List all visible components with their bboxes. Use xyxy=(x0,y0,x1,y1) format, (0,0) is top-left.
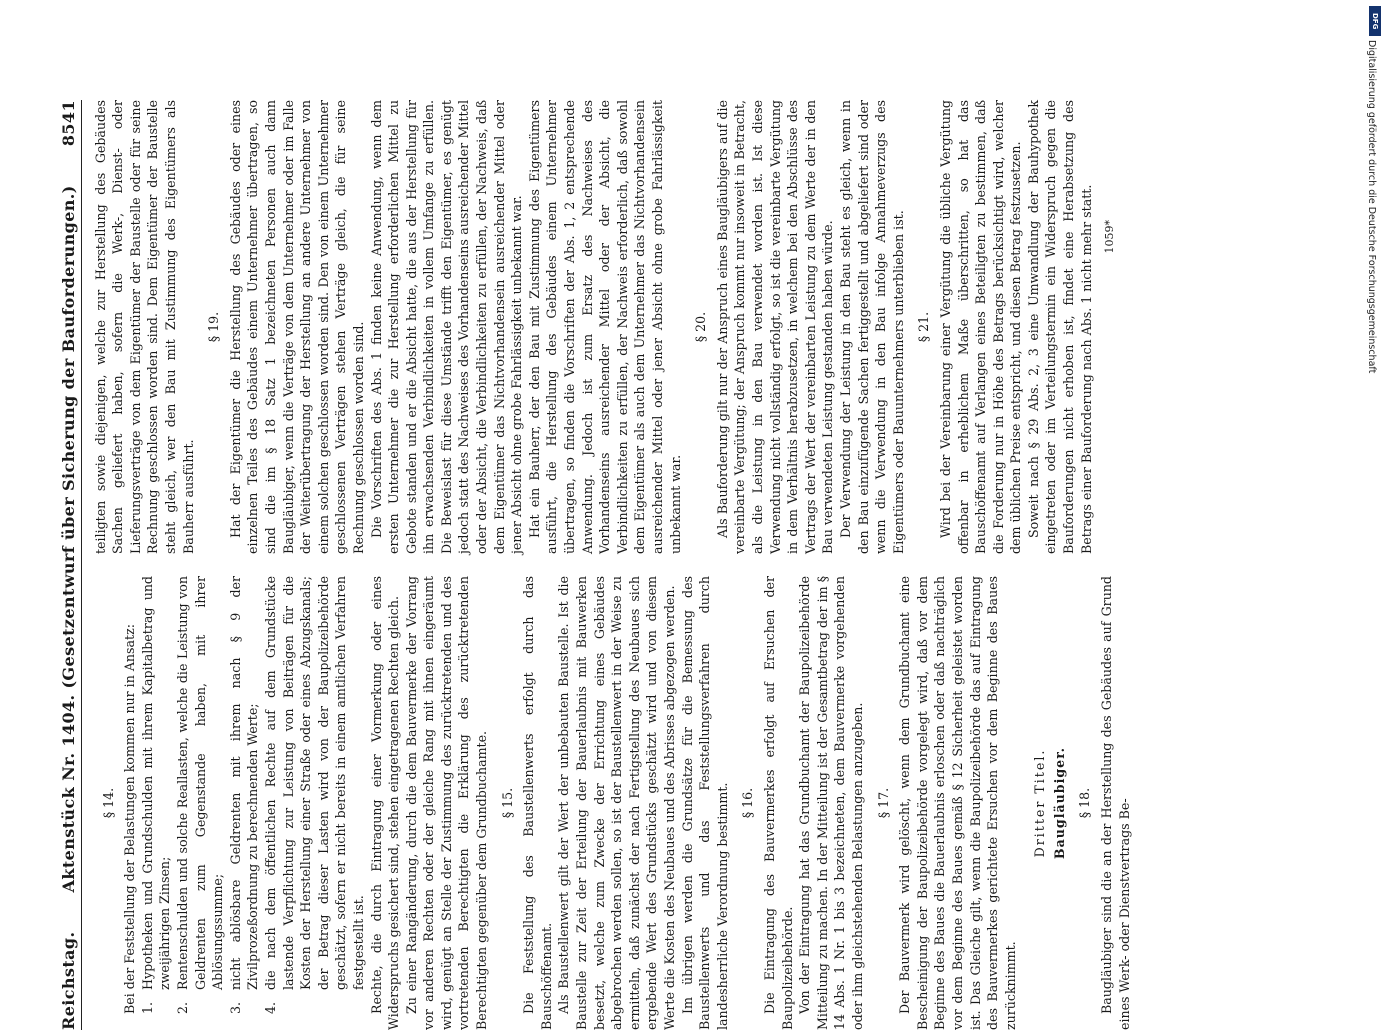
page-number: 8541 xyxy=(59,100,78,147)
running-head xyxy=(60,100,82,1030)
column-right xyxy=(92,100,1134,554)
paragraph: Hat der Eigentümer die Herstellung des Gebäudes oder eines einzelnen Teiles des Gebäudes einem Unternehmer übertragen, so sind die im § 18 Satz 1 bezeichneten Personen auch dann Baugläubiger, wenn die Verträge von dem Unternehmer oder im Falle der Weiterübertragung der Herstellung an andere Unternehmer von einem solchen geschlossen worden sind. Den von einem Unternehmer geschlossenen Verträgen stehen Verträge gleich, die für seine Rechnung geschlossen worden sind. xyxy=(227,100,366,554)
digitization-credit-text: Digitalisierung gefördert durch die Deutsche Forschungsgemeinschaft xyxy=(1366,40,1377,374)
paragraph: Von der Eintragung hat das Grundbuchamt der Baupolizeibehörde Mitteilung zu machen. In der Mitteilung ist der Gesamtbetrag der im § 14 Abs. 1 Nr. 1 bis 3 bezeichneten, dem Bauvermerke vorgehenden oder ihm gleichstehenden Belastungen anzugeben. xyxy=(797,576,865,1030)
header-left: Reichstag. xyxy=(59,931,78,1030)
column-left xyxy=(92,576,1134,1030)
paragraph: teiligten sowie diejenigen, welche zur Herstellung des Gebäudes Sachen geliefert haben, sofern die Werk-, Dienst- oder Lieferungsverträge von dem Eigentümer der Baustelle oder für seine Rechnung geschlossen worden sind. Dem Eigentümer der Baustelle steht gleich, wer den Bau mit Zustimmung des Eigentümers als Bauherr ausführt. xyxy=(92,100,196,554)
paragraph: Bei der Feststellung der Belastungen kommen nur in Ansatz: xyxy=(122,624,138,1014)
enum-item: 3. nicht ablösbare Geldrenten mit ihrem nach § 9 der Zivilprozeßordnung zu berechnenden Werte; xyxy=(227,576,261,1014)
paragraph: Soweit nach § 29 Abs. 2, 3 eine Umwandlung der Bauhypothek eingetreten oder im Verteilungstermin ein Widerspruch gegen die Bauforderungen nicht erhoben ist, findet eine Herabsetzung des Betrags einer Bauforderung nach Abs. 1 nicht mehr statt. xyxy=(1025,100,1094,554)
digitization-credit xyxy=(1365,40,1377,960)
paragraph: Wird bei der Vereinbarung einer Vergütung die übliche Vergütung offenbar in erheblichem Maße überschritten, so hat das Bauschöffenamt auf Verlangen eines Beteiligten zu bestimmen, daß die Forderung nur in Höhe des Betrags berücksichtigt wird, welcher dem üblichen Preise entspricht, und diesen Betrag festzusetzen. xyxy=(937,100,1024,554)
header-title: Aktenstück Nr. 1404. (Gesetzentwurf über Sicherung der Bauforderungen.) xyxy=(59,185,78,893)
document-page xyxy=(60,100,1360,1030)
section-heading: § 21. xyxy=(916,311,932,343)
enum-item: 1. Hypotheken und Grundschulden mit ihrem Kapitalbetrag und zweijährigen Zinsen; xyxy=(139,576,173,1014)
section-heading: § 20. xyxy=(693,311,709,343)
section-heading: § 19. xyxy=(206,311,222,343)
paragraph: Hat ein Bauherr, der den Bau mit Zustimmung des Eigentümers ausführt, die Herstellung des Gebäudes einem Unternehmer übertragen, so finden die Vorschriften der Abs. 1, 2 entsprechende Anwendung. Jedoch ist zum Ersatz des Nachweises des Vorhandenseins ausreichender Mittel oder der Absicht, die Verbindlichkeiten zu erfüllen, der Nachweis erforderlich, daß sowohl dem Eigentümer als auch dem Unternehmer das Nichtvorhandensein ausreichender Mittel oder jener Absicht ohne grobe Fahrlässigkeit unbekannt war. xyxy=(526,100,683,554)
paragraph: Im übrigen werden die Grundsätze für die Bemessung des Baustellenwerts und das Feststellungsverfahren durch landesherrliche Verordnung bestimmt. xyxy=(679,576,730,1030)
section-heading: § 16. xyxy=(740,787,756,819)
enum-item: 2. Rentenschulden und solche Reallasten, welche die Leistung von Geldrenten zum Gegenstande haben, mit ihrer Ablösungssumme; xyxy=(174,576,226,1014)
paragraph: Als Bauforderung gilt nur der Anspruch eines Baugläubigers auf die vereinbarte Vergütung; der Anspruch kommt nur insoweit in Betracht, als die Leistung in den Bau verwendet worden ist. Ist diese Verwendung nicht vollständig erfolgt, so ist die vereinbarte Vergütung in dem Verhältnis herabzusetzen, in welchem bei den Abschlüsse des Vertrags der Wert der vereinbarten Leistung zu dem Werte der in den Bau verwendeten Leistung gestanden haben würde. xyxy=(714,100,836,554)
paragraph: Die Feststellung des Baustellenwerts erfolgt durch das Bauschöffenamt. xyxy=(521,576,554,1030)
paragraph: Baugläubiger sind die an der Herstellung des Gebäudes auf Grund eines Werk- oder Dienstvertrags Be- xyxy=(1099,576,1132,1030)
enumeration xyxy=(139,576,368,1030)
section-heading: § 17. xyxy=(875,787,891,819)
paragraph: Der Verwendung der Leistung in den Bau steht es gleich, wenn in den Bau einzufügende Sachen fertiggestellt und abgeliefert sind oder wenn die Verwendung in den Bau infolge Annahmeverzugs des Eigentümers oder Bauunternehmers unterblieben ist. xyxy=(837,100,906,554)
enum-item: 4. die nach dem öffentlichen Rechte auf dem Grundstücke lastende Verpflichtung zur Leistung von Beiträgen für die Kosten der Herstellung einer Straße oder eines Abzugskanals; der Betrag dieser Lasten wird von der Baupolizeibehörde geschätzt, sofern er nicht bereits in einem amtlichen Verfahren festgestellt ist. xyxy=(262,576,366,1014)
title-heading: Dritter Titel. xyxy=(1032,748,1048,858)
title-subheading: Baugläubiger. xyxy=(1051,746,1067,860)
paragraph: Rechte, die durch Eintragung einer Vormerkung oder eines Widerspruchs gesichert sind, stehen eingetragenen Rechten gleich. xyxy=(368,576,402,1030)
text-columns xyxy=(92,100,1134,1030)
paragraph: Als Baustellenwert gilt der Wert der unbebauten Baustelle. Ist die Baustelle zur Zeit der Erteilung der Bauerlaubnis mit Bauwerken besetzt, welche zum Zwecke der Errichtung eines Gebäudes abgebrochen werden sollen, so ist der Baustellenwert in der Weise zu ermitteln, daß zunächst der nach Fertigstellung des Neubaues sich ergebende Wert des Grundstücks geschätzt wird und von diesem Werte die Kosten des Neubaues und des Abrisses abgezogen werden. xyxy=(556,576,677,1030)
paragraph: Zu einer Rangänderung, durch die dem Bauvermerke der Vorrang vor anderen Rechten oder der gleiche Rang mit ihnen eingeräumt wird, genügt an Stelle der Zustimmung des zurücktretenden und des vortretenden Berechtigten die Erklärung des zurücktretenden Berechtigten gegenüber dem Grundbuchamte. xyxy=(403,576,490,1030)
section-heading: § 15. xyxy=(499,787,515,819)
dfg-logo: DFG xyxy=(1369,6,1381,36)
paragraph: Die Vorschriften des Abs. 1 finden keine Anwendung, wenn dem ersten Unternehmer die zur Herstellung erforderlichen Mittel zu Gebote standen und er die Absicht hatte, die aus der Herstellung für ihn erwachsenden Verbindlichkeiten in vollem Umfange zu erfüllen. Die Beweislast für diese Umstände trifft den Eigentümer, es genügt jedoch statt des Nachweises des Vorhandenseins ausreichender Mittel oder der Absicht, die Verbindlichkeiten zu erfüllen, der Nachweis, daß dem Eigentümer das Nichtvorhandensein ausreichender Mittel oder jener Absicht ohne grobe Fahrlässigkeit unbekannt war. xyxy=(368,100,525,554)
section-heading: § 18. xyxy=(1077,787,1093,819)
section-heading: § 14. xyxy=(100,787,116,819)
paragraph: Der Bauvermerk wird gelöscht, wenn dem Grundbuchamt eine Bescheinigung der Baupolizeibehörde vorgelegt wird, daß vor dem Beginne des Baues die Bauerlaubnis erloschen oder daß nachträglich vor dem Beginne des Baues gemäß § 12 Sicherheit geleistet worden ist. Das Gleiche gilt, wenn die Baupolizeibehörde das auf Eintragung des Bauvermerkes gerichtete Ersuchen vor dem Beginne des Baues zurücknimmt. xyxy=(897,576,1018,1030)
signature-mark: 1059* xyxy=(1103,220,1117,254)
paragraph: Die Eintragung des Bauvermerkes erfolgt auf Ersuchen der Baupolizeibehörde. xyxy=(761,576,795,1030)
